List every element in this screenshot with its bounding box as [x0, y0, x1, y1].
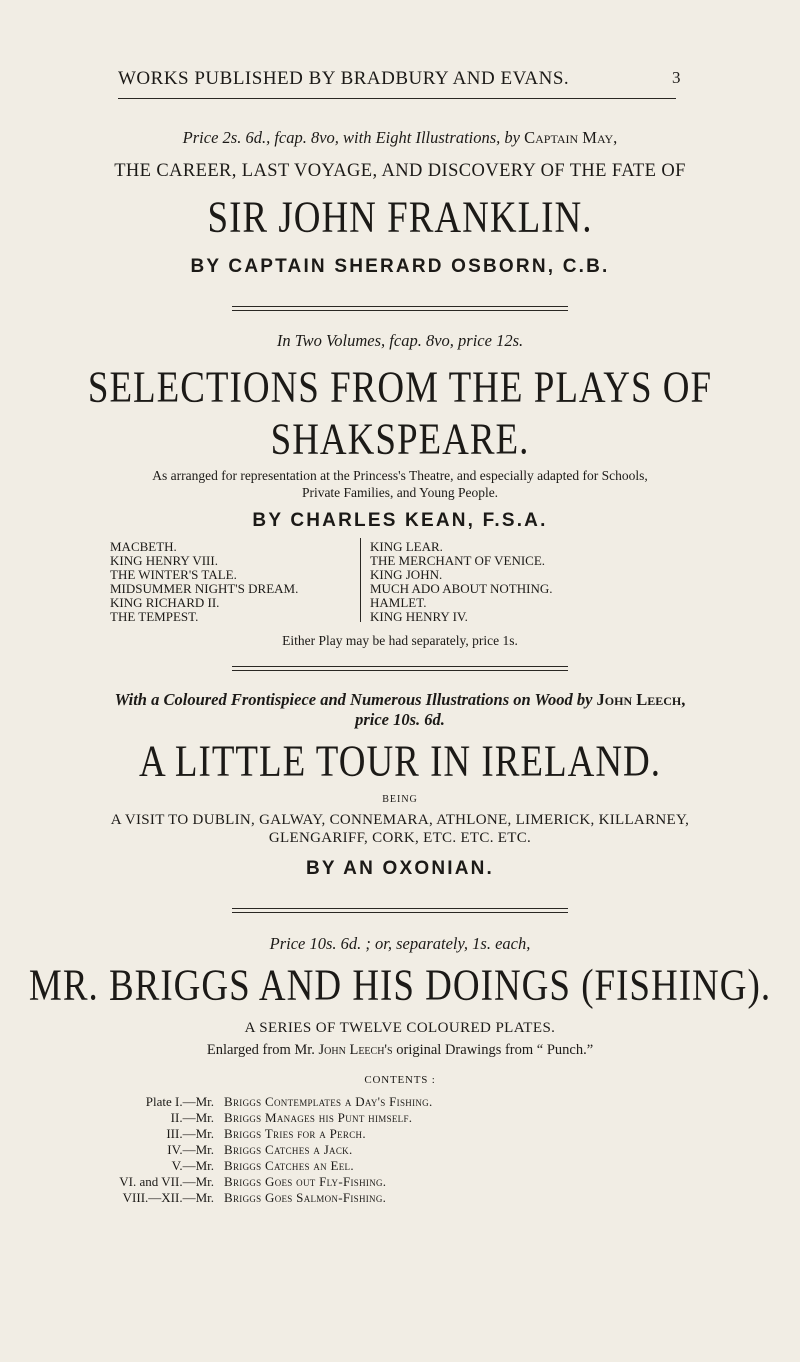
franklin-price-text: Price 2s. 6d., fcap. 8vo, with Eight Illustrations, by [182, 128, 520, 147]
section-divider [232, 666, 568, 671]
briggs-enlarged-line [0, 1042, 800, 1059]
ireland-price-text: With a Coloured Frontispiece and Numerous Illustrations on Wood by [114, 690, 593, 709]
shakespeare-description-line2: Private Families, and Young People. [301, 485, 499, 500]
play-item: MACBETH. [110, 539, 177, 554]
play-item: MIDSUMMER NIGHT'S DREAM. [110, 581, 299, 596]
briggs-price-line: Price 10s. 6d. ; or, separately, 1s. each, [269, 934, 531, 953]
play-item: MUCH ADO ABOUT NOTHING. [370, 581, 553, 596]
play-item: KING LEAR. [370, 539, 443, 554]
contents-label: VI. and VII.—Mr. [119, 1174, 214, 1189]
play-item: HAMLET. [370, 595, 427, 610]
ireland-subtitle-line1: A VISIT TO DUBLIN, GALWAY, CONNEMARA, ATHLONE, LIMERICK, KILLARNEY, [110, 812, 690, 828]
shakespeare-byline: BY CHARLES KEAN, F.S.A. [252, 510, 548, 531]
section-divider [232, 306, 568, 311]
contents-label: IV.—Mr. [167, 1142, 214, 1157]
play-item: THE WINTER'S TALE. [110, 567, 237, 582]
franklin-byline: BY CAPTAIN SHERARD OSBORN, C.B. [190, 256, 610, 277]
play-item: KING HENRY VIII. [110, 553, 218, 568]
contents-text: Briggs Manages his Punt himself. [224, 1110, 413, 1125]
ireland-title: A LITTLE TOUR IN IRELAND. [138, 736, 662, 787]
shakespeare-description-line1: As arranged for representation at the Princess's Theatre, and especially adapted for Schools, [152, 468, 648, 483]
plays-list-right [370, 540, 553, 624]
plays-column-divider [360, 538, 361, 622]
briggs-enlarged-prefix: Enlarged from Mr. [206, 1042, 315, 1058]
play-item: THE TEMPEST. [110, 609, 199, 624]
contents-label: III.—Mr. [166, 1126, 214, 1141]
briggs-contents-list [96, 1094, 656, 1214]
contents-text: Briggs Catches an Eel. [224, 1158, 354, 1173]
shakespeare-note: Either Play may be had separately, price 1s. [282, 633, 518, 648]
briggs-subtitle: A SERIES OF TWELVE COLOURED PLATES. [244, 1020, 556, 1036]
page-number: 3 [672, 68, 681, 87]
franklin-price-author: Captain May, [524, 128, 618, 147]
running-header: WORKS PUBLISHED BY BRADBURY AND EVANS. [118, 68, 570, 89]
contents-label: V.—Mr. [171, 1158, 214, 1173]
ireland-byline: BY AN OXONIAN. [305, 858, 495, 879]
franklin-subtitle: THE CAREER, LAST VOYAGE, AND DISCOVERY OF THE FATE OF [114, 161, 686, 181]
briggs-enlarged-suffix: original Drawings from “ Punch.” [396, 1042, 594, 1058]
ireland-price-line2: price 10s. 6d. [355, 710, 445, 729]
briggs-title: MR. BRIGGS AND HIS DOINGS (FISHING). [28, 960, 772, 1011]
ireland-being: BEING [382, 794, 418, 805]
franklin-title: SIR JOHN FRANKLIN. [207, 192, 593, 243]
contents-label: VIII.—XII.—Mr. [122, 1190, 214, 1205]
shakespeare-title-line1: SELECTIONS FROM THE PLAYS OF [87, 362, 713, 413]
ireland-subtitle-line2: GLENGARIFF, CORK, ETC. ETC. ETC. [268, 830, 532, 846]
contents-label: Plate I.—Mr. [145, 1094, 214, 1109]
ireland-price-line1 [0, 690, 800, 710]
play-item: KING HENRY IV. [370, 609, 468, 624]
play-item: THE MERCHANT OF VENICE. [370, 553, 546, 568]
contents-label: II.—Mr. [170, 1110, 214, 1125]
contents-text: Briggs Goes out Fly-Fishing. [224, 1174, 387, 1189]
contents-text: Briggs Contemplates a Day's Fishing. [224, 1094, 433, 1109]
play-item: KING RICHARD II. [110, 595, 220, 610]
ireland-price-author: John Leech, [596, 690, 686, 709]
header-rule [118, 98, 676, 99]
franklin-price-line [0, 128, 800, 148]
section-divider [232, 908, 568, 913]
briggs-enlarged-author: John Leech's [318, 1042, 393, 1058]
contents-text: Briggs Goes Salmon-Fishing. [224, 1190, 387, 1205]
contents-text: Briggs Catches a Jack. [224, 1142, 353, 1157]
contents-text: Briggs Tries for a Perch. [224, 1126, 366, 1141]
shakespeare-price-line: In Two Volumes, fcap. 8vo, price 12s. [276, 331, 524, 350]
briggs-contents-heading: CONTENTS : [364, 1074, 436, 1086]
shakespeare-title-line2: SHAKSPEARE. [270, 414, 530, 465]
plays-list-left [110, 540, 298, 624]
play-item: KING JOHN. [370, 567, 443, 582]
